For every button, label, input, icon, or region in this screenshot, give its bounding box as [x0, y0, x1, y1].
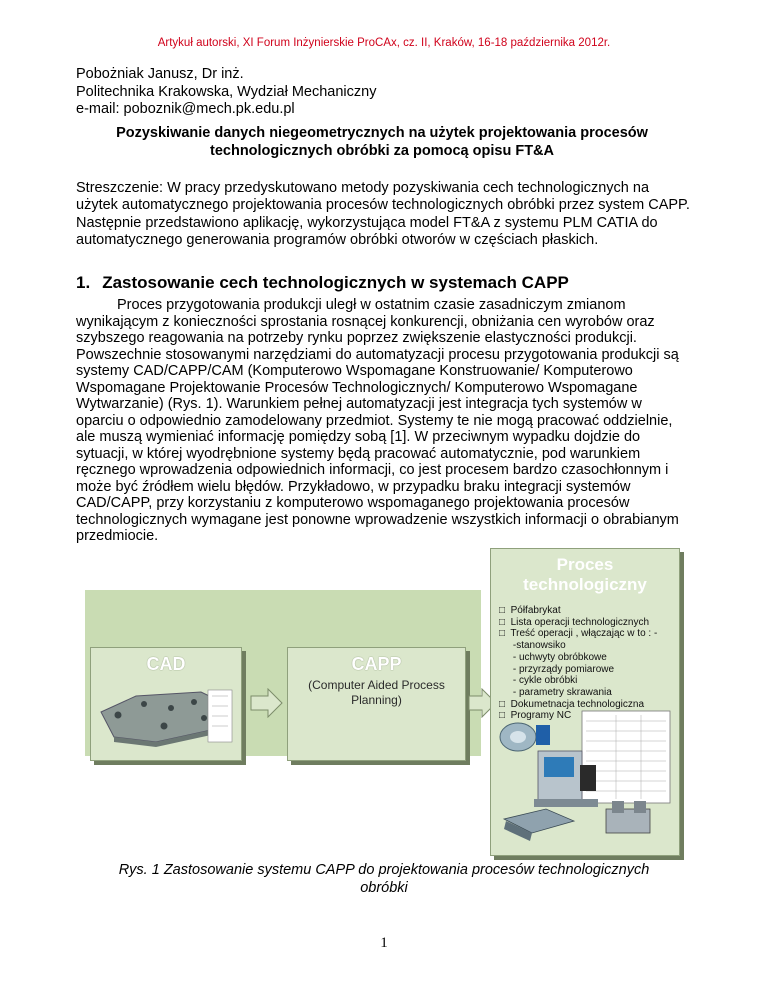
author-email: e-mail: poboznik@mech.pk.edu.pl	[76, 101, 295, 117]
section-heading	[76, 273, 569, 293]
process-title-line2: technologiczny	[523, 575, 647, 594]
process-item: - przyrządy pomiarowe	[499, 663, 615, 675]
arrow-cad-capp	[250, 688, 284, 718]
cad-part-image	[96, 682, 236, 752]
process-title	[491, 555, 679, 595]
abstract: Streszczenie: W pracy przedyskutowano metody pozyskiwania cech technologicznych na użytek automatycznego projektowania procesów technologicznych obróbki przez system CAPP. Następnie przedstawiono aplikację, wykorzystująca model FT&A z systemu PLM CATIA do automatycznego generowania programów obróbki otworów w częściach płaskich.	[76, 180, 690, 248]
paper-title-line2: technologicznych obróbki za pomocą opisu FT&A	[210, 142, 554, 159]
paper-title	[76, 125, 688, 160]
page-number: 1	[380, 935, 388, 951]
process-item: □ Programy NC	[499, 710, 572, 722]
figure-caption-line1: Rys. 1 Zastosowanie systemu CAPP do projektowania procesów technologicznych	[118, 862, 650, 878]
process-item: - uchwyty obróbkowe	[499, 651, 607, 663]
process-collage-image	[496, 709, 674, 849]
author-block	[76, 66, 376, 119]
capp-subtitle	[288, 678, 465, 707]
paper-title-line1: Pozyskiwanie danych niegeometrycznych na użytek projektowania procesów	[116, 125, 648, 141]
process-item: -stanowsiko	[499, 640, 566, 652]
process-item-list	[499, 605, 657, 722]
capp-subtitle-line2: Planning)	[351, 692, 402, 707]
capp-label: CAPP	[351, 654, 402, 674]
author-name: Pobożniak Janusz, Dr inż.	[76, 66, 244, 82]
figure-caption-line2: obróbki	[360, 879, 408, 896]
section-number: 1.	[76, 273, 91, 292]
process-item: - parametry skrawania	[499, 686, 612, 698]
process-title-line1: Proces	[556, 555, 614, 574]
capp-box	[287, 647, 466, 761]
process-item: □ Dokumetnacja technologiczna	[499, 698, 645, 710]
process-item: □ Półfabrykat	[499, 605, 561, 616]
author-affiliation: Politechnika Krakowska, Wydział Mechaniczny	[76, 83, 377, 100]
figure-caption	[76, 862, 692, 897]
process-item: - cykle obróbki	[499, 675, 578, 687]
process-item: □ Lista operacji technologicznych	[499, 616, 650, 628]
capp-subtitle-line1: (Computer Aided Process	[308, 678, 445, 692]
section-title: Zastosowanie cech technologicznych w systemach CAPP	[102, 273, 569, 292]
process-item: □ Treść operacji , włączając w to : -	[499, 628, 658, 640]
running-header: Artykuł autorski, XI Forum Inżynierskie ProCAx, cz. II, Kraków, 16-18 października 2012r.	[157, 37, 611, 49]
cad-label: CAD	[146, 654, 186, 674]
cad-box	[90, 647, 242, 761]
process-box	[490, 548, 680, 856]
body-paragraph: Proces przygotowania produkcji uległ w ostatnim czasie zasadniczym zmianom wynikającym z konieczności sprostania rosnącej konkurencji, obniżania cen wyrobów oraz szybszego reagowania na potrzeby rynku poprzez zwiększenie elastyczności produkcji. Powszechnie stosowanymi narzędziami do automatyzacji procesu przygotowania produkcji są systemy CAD/CAPP/CAM (Komputerowo Wspomagane Konstruowanie/ Komputerowo Wspomagane Projektowanie Procesów Technologicznych/ Komputerowo Wspomagane Wytwarzanie) (Rys. 1). Warunkiem pełnej automatyzacji jest integracja tych systemów w oparciu o odpowiednio zamodelowany przedmiot. Systemy te nie mogą pracować oddzielnie, ale muszą wymieniać informację pomiędzy sobą [1]. W przeciwnym wypadku dojdzie do sytuacji, w której wyodrębnione systemy będą pracować automatycznie, pod warunkiem ręcznego wprowadzenia odpowiednich informacji, co jest procesem bardzo czasochłonnym i może być źródłem wielu błędów. Przykładowo, w przypadku braku integracji systemów CAD/CAPP, przy korzystaniu z komputerowo wspomaganego projektowania procesów technologicznych wymagane jest ponowne wprowadzenie wszystkich informacji o obrabianym przedmiocie.	[76, 297, 679, 544]
